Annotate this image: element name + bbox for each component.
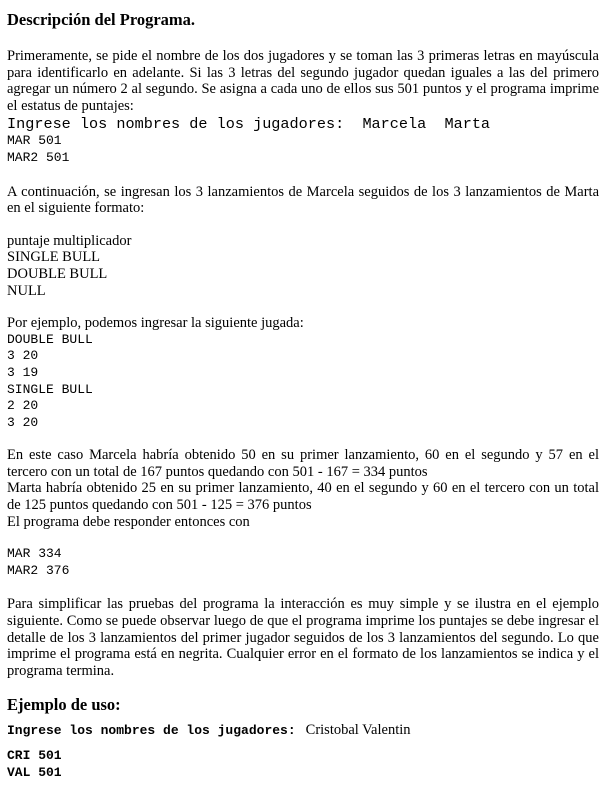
format-line: DOUBLE BULL bbox=[7, 265, 108, 282]
code-line: MAR2 376 bbox=[7, 562, 70, 578]
code-line: 3 20 bbox=[7, 348, 39, 364]
format-list bbox=[7, 233, 599, 299]
code-block-result bbox=[7, 546, 599, 579]
example-input: Cristobal Valentin bbox=[305, 722, 411, 739]
code-line: MAR 334 bbox=[7, 546, 62, 562]
example-output-line: VAL 501 bbox=[7, 764, 62, 780]
code-line: MAR 501 bbox=[7, 133, 62, 149]
code-line: SINGLE BULL bbox=[7, 381, 93, 397]
explanation-line: En este caso Marcela habría obtenido 50 en su primer lanzamiento, 60 en el segundo y 57 en el tercero con un total de 167 puntos quedando con 501 - 167 = 334 puntos bbox=[7, 447, 599, 480]
code-block-throws bbox=[7, 332, 599, 432]
code-line: 2 20 bbox=[7, 398, 39, 414]
section-heading-ejemplo: Ejemplo de uso: bbox=[7, 695, 121, 715]
example-output-line: CRI 501 bbox=[7, 748, 62, 763]
document-page bbox=[7, 10, 599, 781]
code-line: 3 20 bbox=[7, 414, 39, 430]
example-intro-paragraph: Por ejemplo, podemos ingresar la siguiente jugada: bbox=[7, 315, 304, 332]
code-block-names bbox=[7, 116, 599, 166]
intro-paragraph: Primeramente, se pide el nombre de los dos jugadores y se toman las 3 primeras letras en mayúscula para identificarlo en adelante. Si las 3 letras del segundo jugador quedan iguales a las del primero agregar un número 2 al segundo. Se asigna a cada uno de ellos sus 501 puntos y el programa imprime el estatus de puntajes: bbox=[7, 48, 599, 114]
example-usage-block bbox=[7, 721, 599, 781]
code-line: DOUBLE BULL bbox=[7, 331, 93, 347]
example-prompt-line bbox=[7, 721, 599, 740]
section-heading-descripcion: Descripción del Programa. bbox=[7, 10, 196, 29]
code-line: MAR2 501 bbox=[7, 149, 70, 165]
explanation-line: El programa debe responder entonces con bbox=[7, 513, 250, 530]
example-prompt: Ingrese los nombres de los jugadores: bbox=[7, 723, 296, 739]
format-intro-paragraph: A continuación, se ingresan los 3 lanzamientos de Marcela seguidos de los 3 lanzamientos de Marta en el siguiente formato: bbox=[7, 183, 599, 217]
code-line: 3 19 bbox=[7, 364, 39, 380]
explanation-line: Marta habría obtenido 25 en su primer lanzamiento, 40 en el segundo y 60 en el tercero con un total de 125 puntos quedando con 501 - 125 = 376 puntos bbox=[7, 480, 599, 514]
format-line: NULL bbox=[7, 282, 46, 299]
simplify-paragraph: Para simplificar las pruebas del programa la interacción es muy simple y se ilustra en el ejemplo siguiente. Como se puede observar luego de que el programa imprime los puntajes se debe ingresar el detalle de los 3 lanzamientos del primer jugador seguidos de los 3 lanzamientos del segundo. Lo que imprime el programa está en negrita. Cualquier error en el formato de los lanzamientos se indica y el programa termina. bbox=[7, 596, 599, 679]
format-line: SINGLE BULL bbox=[7, 249, 101, 266]
explanation-paragraph bbox=[7, 447, 599, 530]
format-line: puntaje multiplicador bbox=[7, 232, 132, 249]
code-prompt-names: Ingrese los nombres de los jugadores: Marcela Marta bbox=[7, 115, 491, 134]
